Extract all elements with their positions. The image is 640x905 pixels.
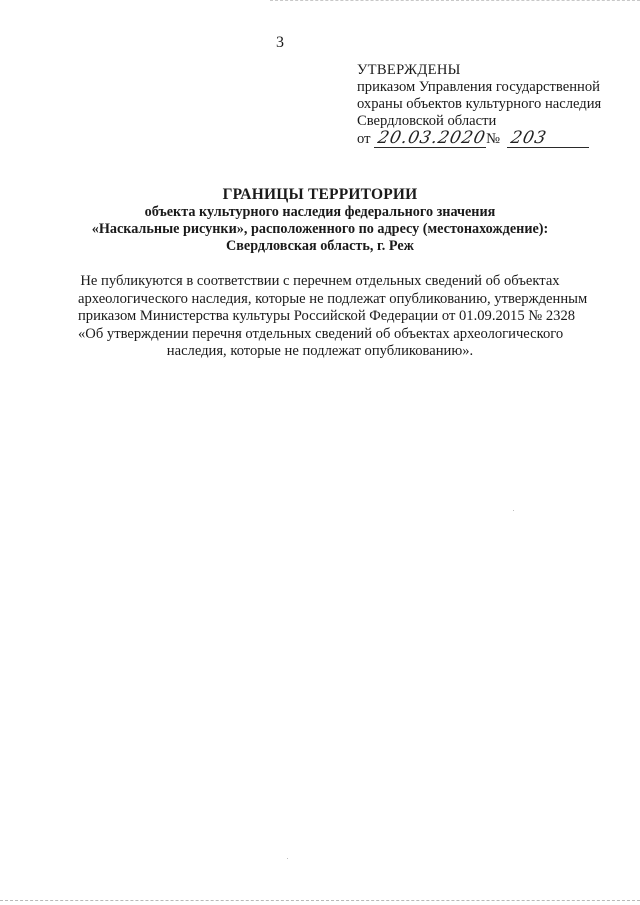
approval-line-2: охраны объектов культурного наследия: [357, 96, 602, 112]
body-paragraph: [78, 273, 588, 361]
approval-date-number-row: [357, 130, 632, 150]
approval-title: УТВЕРЖДЕНЫ: [357, 62, 461, 78]
approval-line-3: Свердловской области: [357, 113, 497, 129]
body-line-4: «Об утверждении перечня отдельных сведений об объектах археологического: [78, 325, 564, 342]
heading-title: ГРАНИЦЫ ТЕРРИТОРИИ: [222, 186, 418, 203]
date-field: [374, 130, 486, 148]
handwritten-number: 203: [508, 128, 549, 148]
body-line-1: Не публикуются в соответствии с перечнем отдельных сведений об объектах: [80, 273, 560, 289]
document-heading: [0, 185, 640, 255]
scan-speck: [513, 510, 514, 511]
approval-line-1: приказом Управления государственной: [357, 79, 600, 95]
body-line-3: приказом Министерства культуры Российской Федерации от 01.09.2015 № 2328: [78, 308, 576, 324]
date-prefix: от: [357, 131, 371, 147]
body-line-2: археологического наследия, которые не подлежат опубликованию, утвержденным: [78, 290, 588, 307]
scan-edge-top: [270, 0, 640, 1]
heading-line-1: объекта культурного наследия федерального значения: [144, 204, 496, 220]
scan-speck: [287, 858, 288, 859]
page-number: 3: [276, 34, 284, 51]
scan-edge-bottom: [0, 900, 640, 901]
heading-line-3: Свердловская область, г. Реж: [226, 238, 414, 254]
heading-line-2: «Наскальные рисунки», расположенного по адресу (местонахождение):: [91, 221, 549, 237]
body-line-5: наследия, которые не подлежат опубликованию».: [166, 343, 474, 359]
number-prefix: №: [486, 131, 501, 147]
handwritten-date: 20.03.2020: [376, 128, 488, 148]
number-field: [507, 130, 589, 148]
approval-block: [357, 62, 632, 150]
